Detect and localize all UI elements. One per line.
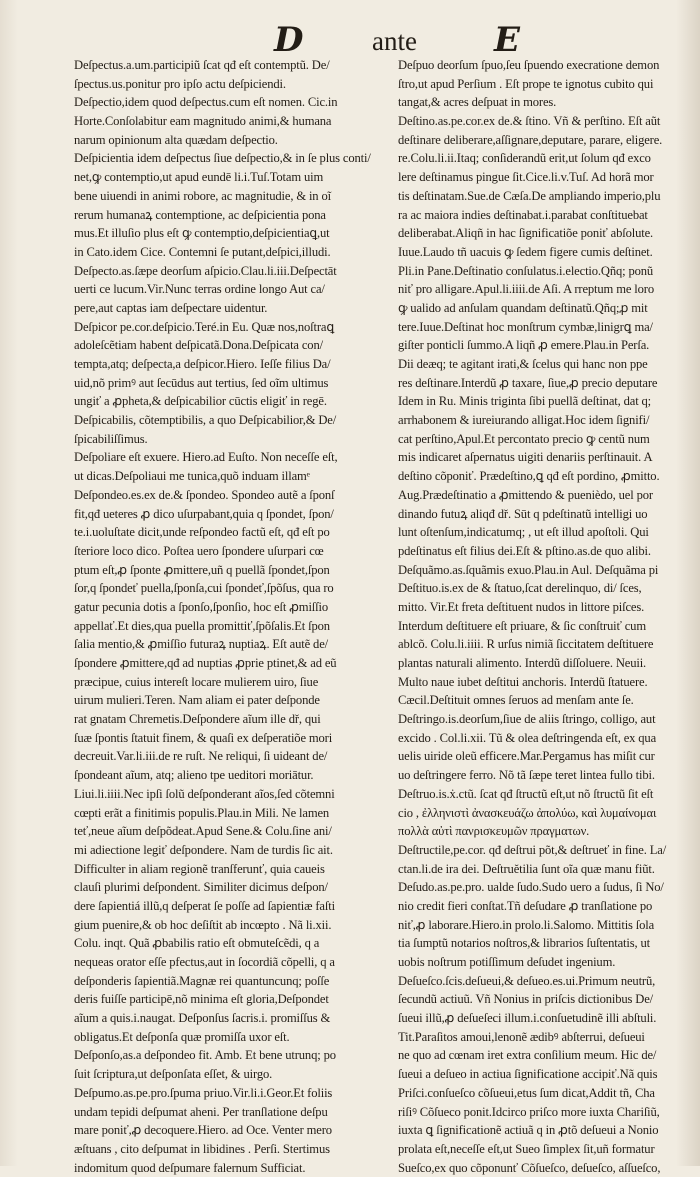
text-line: Pli.in Pane.Deſtinatio conſulatus.i.electio.Qñq; ponũ [398,263,654,278]
text-line: arrhabonem & iureiurando alligat.Hoc idem ſignifi/ [398,413,650,428]
text-line: deſponderis ſapientiã.Magnæ rei quantuncunq; poſſe [74,973,330,988]
text-line: Multo naue iubet deſtitui anchoris. Interdũ ſtatuere. [398,674,648,689]
text-line: bene uiuendi in animi robore, ac magnitudie, & in oĩ [74,188,331,203]
text-line: Deſpicor pe.cor.deſpicio.Teré.in Eu. Quæ nos,noſtraꝗ [74,319,335,334]
text-line: Deſpondeo.es.ex de.& ſpondeo. Spondeo autẽ a ſponſ [74,487,335,502]
text-line: cat perſtino,Apul.Et percontato precio ꝙ centũ num [398,431,650,446]
text-line: niť pro alligare.Apul.li.iiii.de Aſi. A rreptum me loro [398,282,654,297]
text-line: ut dicas.Deſpoliaui me tunica,quõ induam illamᵉ [74,469,310,484]
text-line: re.Colu.li.ii.Itaq; conſiderandũ erit,ut ſolum qđ exco [398,151,651,166]
text-line: Priſci.conſueſco cõſueui,etus ſum dicat,Addit tñ, Cha [398,1085,655,1100]
text-line: Deſpicabilis, cõtemptibilis, a quo Deſpicabilior,& De/ [74,413,337,428]
text-line: ſteriore loco dico. Poſtea uero ſpondere uſurpari cœ [74,543,324,558]
text-line: decreuit.Var.li.iii.de re ruſt. Ne reliqui, ſi uideant de/ [74,749,328,764]
text-line: Deſtringo.is.deorſum,ſiue de aliis ſtringo, colligo, aut [398,712,656,727]
text-line: πολλὰ αὐτὶ πανρισκευμῶν πραγματων. [398,824,590,839]
text-line: tangat,& acres deſpuat in mores. [398,95,557,110]
text-line: plantas naturali alimento. Interdũ diſſoluere. Neuii. [398,656,647,670]
text-line: dinando futuꝝ aliqđ dř. Sūt q pdeſtinatũ intelligi uo [398,506,648,521]
text-line: teť,neue aĩum deſpõdeat.Apud Sene.& Colu.ſine ani/ [74,824,332,839]
text-line: te.i.uoluſtate dicit,unde reſpondeo factũ eſt, qđ eſt po [74,525,330,540]
text-line: Deſquãmo.as.ſquãmis exuo.Plau.in Aul. Deſquãma pi [398,562,659,577]
text-line: Dii deæq; te agitant irati,& ſcelus qui hanc non ppe [398,357,648,371]
text-line: ꝙ ualido ad anſulam quandam deſtinatũ.Qñq;ꝓ mit [398,300,648,315]
left-text-column [74,56,392,1177]
text-line: Deſpecto.as.ſæpe deorſum aſpicio.Clau.li.iii.Deſpectāt [74,263,337,278]
text-line: Deſueſco.ſcis.deſueui,& deſueo.es.ui.Primum neutrũ, [398,973,656,988]
text-line: æſtuans , cito deſpumat in libidines . Perſi. Stertimus [74,1141,330,1156]
text-line: nequeas orator eſſe pfectus,aut in ſocordiã cõpelli, q a [74,955,335,969]
text-line: lunt oſtenſum,indicatumq; , ut eſt illud apoſtoli. Qui [398,525,649,540]
text-line: Deſpoliare eſt exuere. Hiero.ad Euſto. Non neceſſe eſt, [74,450,338,465]
text-line: ſpondere ꝓmittere,qđ ad nuptias ꝓprie ptinet,& ad eũ [74,656,337,670]
text-line: aĩum a quis.i.naugat. Deſponſus ſacris.i. promiſſus & [74,1011,331,1026]
text-line: ſueui illũ,ꝓ deſueſeci illum.i.conſuetudinẽ illi abſtuli. [398,1011,657,1026]
text-line: ſueui a deſueo in actiua ſignificatione accipiť.Nã quis [398,1067,658,1082]
text-line: tempta,atq; deſpecta,a deſpicor.Hiero. Ieſſe filius Da/ [74,357,331,371]
text-line: tis deſtinatam.Sue.de Cæſa.De ampliando imperio,plu [398,188,661,203]
text-line: Deſtruo.is.ẋ.ctũ. ſcat qđ ſtructũ eſt,ut nõ ſtructũ ſit eſt [398,786,654,801]
text-line: fit,qđ ueteres ꝓ dico uſurpabant,quia q ſpondet, ſpon/ [74,506,334,521]
text-line: ſalia mentio,& ꝓmiſſio futuraꝝ nuptiaꝝ. Eſt autẽ de/ [74,637,328,652]
text-line: Deſudo.as.pe.pro. ualde ſudo.Sudo uero a ſudus, ſi No/ [398,880,664,895]
text-line: Deſpumo.as.pe.pro.ſpuma priuo.Vir.li.i.Geor.Et foliis [74,1085,333,1100]
text-line: Deſpectus.a.um.participiũ ſcat qđ eſt contemptũ. De/ [74,58,330,72]
text-line: ra ac maiora indies deſtinabat.i.parabat conſtituebat [398,207,648,222]
text-line: in Cato.idem Cice. Contemni ſe putant,deſpici,illudi. [74,244,331,259]
text-line: Liui.li.iiii.Nec ipſi ſolũ deſponderant aĩos,ſed cõtemni [74,786,335,801]
text-line: net,ꝙ contemptio,ut apud eundē li.i.Tuſ.Totam uim [74,170,324,185]
text-line: Tit.Paraſitos amoui,lenonẽ ædibꝰ abſterrui, deſueui [398,1029,645,1044]
text-line: excido . Col.li.xii. Tũ & olea deſtringenda eſt, ex qua [398,730,657,745]
text-line: gatur pecunia dotis a ſponſo,ſponſio, hoc eſt ꝓmiſſio [74,599,328,614]
text-line: uelis uiride oleũ efficere.Mar.Pergamus has miſit cur [398,749,655,764]
text-line: Deſtituo.is.ex de & ſtatuo,ſcat derelinquo, di/ ſces, [398,581,642,596]
header-left-letter: D [274,20,304,60]
text-line: clauſi plurimi deſpondent. Similiter dicimus deſpon/ [74,880,328,895]
text-line: Sueſco,ex quo cõponunť Cõſueſco, deſueſco, aſſueſco, [398,1160,661,1175]
page-gutter-shadow [0,0,18,1166]
text-line: Deſponſo,as.a deſpondeo fit. Amb. Et bene utrunq; po [74,1048,336,1063]
text-line: ſor,q ſpondeť puella,ſponſa,cui ſpondeť,ſpõſus, qua ro [74,581,334,596]
text-line: Colu. inqt. Quã ꝓbabilis ratio eſt obmuteſcẽdi, q a [74,936,320,951]
text-line: gium puenire,& ob hoc deſiſtit ab incœpto . Nã li.xii. [74,917,332,932]
text-line: ſtro,ut apud Perſium . Eſt prope te ignotus cubito qui [398,76,654,91]
text-line: uo deſtringere ferro. Nõ tã ſæpe teret lintea fullo tibi. [398,768,655,783]
right-text-column [398,56,688,1177]
text-line: adoleſcẽtiam habent deſpicatã.Dona.Deſpicata con/ [74,338,323,353]
text-line: Interdum deſtituere eſt priuare, & ſic conſtruiť cum [398,618,646,633]
text-line: uerti ce lucum.Vir.Nunc terras ordine longo Aut ca/ [74,282,325,297]
text-line: indomitum quod deſpumare falernum Sufficiat. [74,1160,306,1175]
text-line: mus.Et illuſio plus eſt ꝙ contemptio,deſpicientiaꝗ,ut [74,226,330,241]
text-line: pdeſtinatus eſt filius dei.Eſt & pſtino.as.de quo alibi. [398,543,651,558]
text-line: tia ſumptũ notarios noſtros,& librarios ſuſtentatis, ut [398,936,650,951]
text-line: ungiť a ꝓpheta,& deſpicabilior cūctis eligiť in regē. [74,394,327,409]
text-line: mitto. Vir.Et freta deſtituent nudos in littore piſces. [398,599,645,614]
text-line: Iuue.Laudo tñ uacuis ꝙ ſedem figere cumis deſtinet. [398,244,653,259]
text-line: ne quo ad cœnam iret extra conſilium meum. Hic de/ [398,1048,657,1063]
text-line: appellať.Et dies,qua puella promittiť,ſpõſalis.Et ſpon [74,618,330,633]
text-line: deſtinare deliberare,aſſignare,deputare, parare, eligere. [398,132,663,147]
text-line: Aug.Prædeſtinatio a ꝓmittendo & puenièdo, uel por [398,487,653,502]
text-line: deliberabat.Aliqñ in hac ſignificatiõe poniť abſolute. [398,226,654,241]
text-line: rat gnatam Chremetis.Deſpondere aĩum ille dř, qui [74,712,321,727]
text-line: uid,nõ primꝰ aut ſecūdus aut tertius, ſed oĩm ultimus [74,375,329,390]
text-line: iuxta ꝗ ſignificationẽ actiuã q in ꝓtõ deſueui a Nonio [398,1123,659,1138]
text-line: cœpti erãt a finitimis populis.Plau.in Mili. Ne lamen [74,805,330,820]
text-line: deris fuiſſe participē,nõ minima eſt gloria,Deſpondet [74,992,329,1007]
text-line: Deſpectio,idem quod deſpectus.cum eſt nomen. Cic.in [74,95,338,110]
text-line: Idem in Ru. Minis triginta ſibi puellã deſtinat, dat q; [398,394,652,409]
text-line: Cæcil.Deſtituit omnes ſeruos ad menſam ante ſe. [398,693,634,708]
text-line: ſpicabiliſſimus. [74,431,148,446]
text-line: Difficulter in aliam regionẽ tranſferunť, quia caueis [74,861,325,876]
text-line: riſiꝰ Cõſueco ponit.Idcirco priſco more iuxta Chariſiũ, [398,1104,660,1119]
text-line: cio , ἐλληνιστὶ ἀνασκευάζω ἀπολύω, καὶ λυμαίνομαι [398,805,657,820]
text-line: mi adiectione legiť deſpondere. Nam de turdis ſic ait. [74,842,333,857]
text-line: Deſtructile,pe.cor. qđ deſtrui põt,& deſtrueť in fine. La/ [398,842,667,857]
text-line: deſtino cõponiť. Prædeſtino,ꝗ qđ eſt pordino, ꝓmitto. [398,469,660,484]
header-guide-word: ante [372,26,417,56]
text-line: uobis noſtrum potiſſimum deſudet ingenium. [398,955,616,969]
text-line: uirum mulieri.Teren. Nam aliam ei pater deſponde [74,693,320,708]
text-line: ſecundũ actiuũ. Vñ Nonius in priſcis dictionibus De/ [398,992,654,1007]
text-line: mare poniť,ꝓ decoquere.Hiero. ad Oce. Venter mero [74,1123,332,1138]
text-line: ablcõ. Colu.li.iiii. R urſus nimiã ſiccitatem deſtituere [398,637,654,652]
text-line: Deſtino.as.pe.cor.ex de.& ſtino. Vñ & perſtino. Eſt aũt [398,114,661,129]
text-line: ſuæ ſpontis ſtatuit finem, & quaſi ex deſperatiõe mori [74,730,333,745]
text-line: tere.Iuue.Deſtinat hoc monſtrum cymbæ,linigrꝗ ma/ [398,319,653,334]
text-line: narum opinionum alta quædam deſpectio. [74,132,278,147]
text-line: ctan.li.de ira dei. Deſtruĕtilia ſunt oĩa quæ manu fiũt. [398,861,655,876]
text-line: Deſpicientia idem deſpectus ſiue deſpectio,& in ſe plus conti/ [74,151,371,166]
text-line: lere deſtinamus pingue ſit.Cice.li.v.Tuſ. Ad horã mor [398,170,654,185]
text-line: pere,aut captas iam deſpectare uidentur. [74,300,268,315]
text-line: ſpectus.us.ponitur pro ipſo actu deſpiciendi. [74,76,286,91]
text-line: ſpondeant aĩum, atq; alieno tpe ueditori moriātur. [74,768,314,783]
text-line: prolata eſt,neceſſe eſt,ut Sueo ſimplex ſit,uñ formatur [398,1141,655,1156]
text-line: dere ſapientiá illũ,q deſperat ſe poſſe ad ſapientiæ faſti [74,898,335,913]
text-line: ptum eſt,ꝓ ſponte ꝓmittere,uñ q puellã ſpondet,ſpon [74,562,330,577]
text-line: nio credit fieri conſtat.Tñ deſudare ꝓ tranſlatione po [398,898,653,913]
text-line: Deſpuo deorſum ſpuo,ſeu ſpuendo execratione demon [398,58,660,72]
text-line: ſuit ſcriptura,ut deſponſata eſſet, & uirgo. [74,1067,273,1082]
text-line: giſter ponticli ſummo.A liqñ ꝓ emere.Plau.in Perſa. [398,338,650,353]
text-line: rerum humanaꝝ contemptione, ac deſpicientia pona [74,207,326,222]
text-line: Horte.Conſolabitur eam magnitudo animi,& humana [74,114,332,129]
text-line: præcipue, cuius intereſt locare mulierem uiro, ſiue [74,674,319,689]
text-line: niť,ꝓ laborare.Hiero.in prolo.li.Salomo. Mittitis ſola [398,917,655,932]
header-right-letter: E [494,20,520,60]
text-line: mis indicaret aſpernatus uigiti denariis perſtinauit. A [398,450,653,465]
text-line: res deſtinare.Interdũ ꝓ taxare, ſiue,ꝓ precio deputare [398,375,658,390]
text-line: obligatus.Et deſponſa quæ promiſſa uxor eſt. [74,1029,290,1044]
text-line: undam tepidi deſpumat aheni. Per tranſlatione deſpu [74,1104,328,1119]
